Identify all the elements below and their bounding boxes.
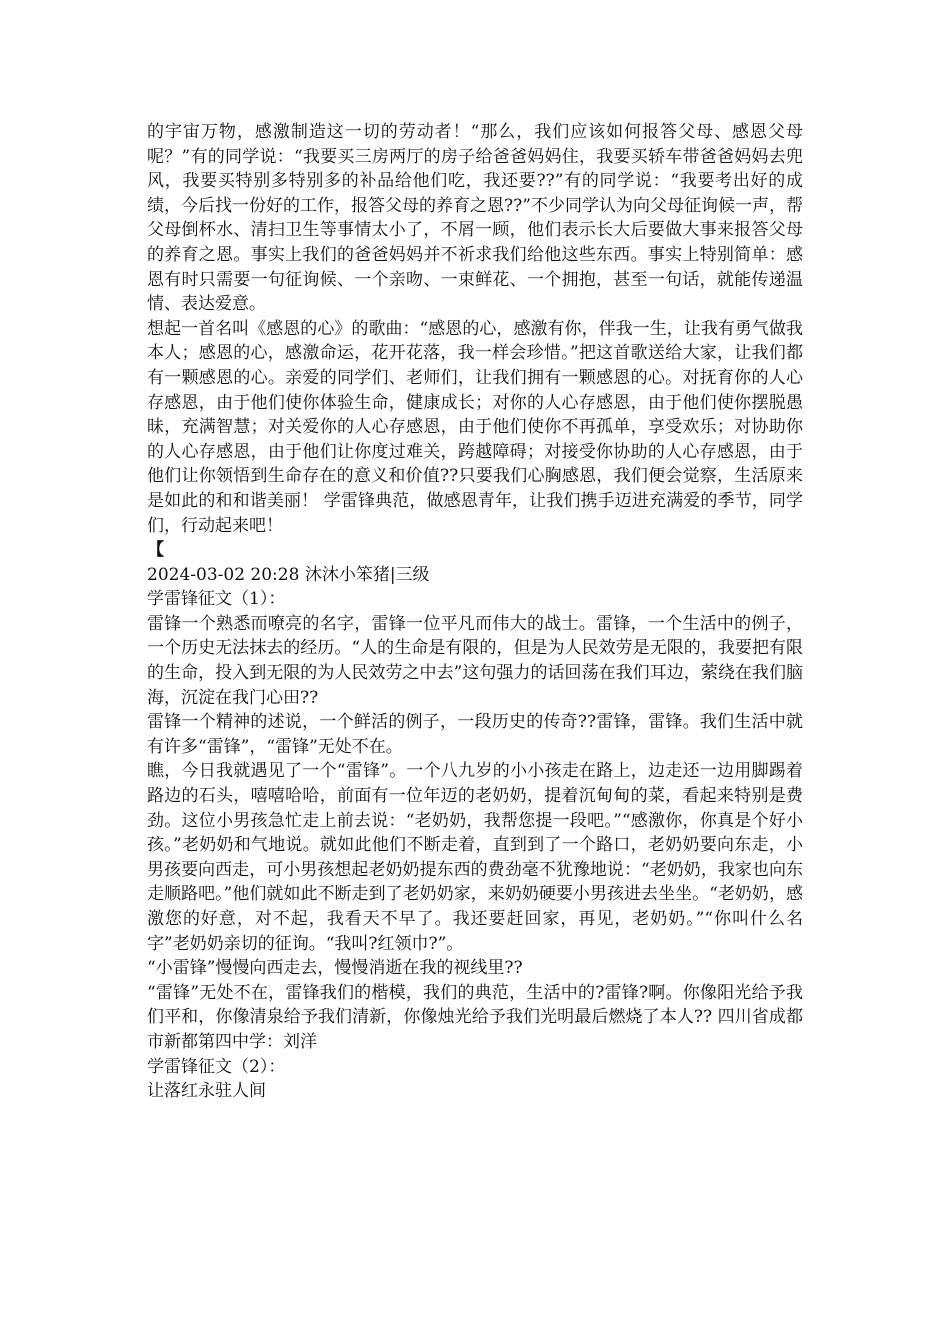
document-page (147, 120, 803, 1104)
paragraph-leifeng-spirit: 雷锋一个精神的述说，一个鲜活的例子，一段历史的传奇??雷锋，雷锋。我们生活中就有许多“雷锋”，“雷锋”无处不在。 (147, 712, 803, 757)
paragraph-little-leifeng: “小雷锋”慢慢向西走去，慢慢消逝在我的视线里?? (147, 958, 523, 979)
paragraph-leifeng-everywhere: “雷锋”无处不在，雷锋我们的楷模，我们的典范，生活中的?雷锋?啊。你像阳光给予我们平和，你像清泉给予我们清新，你像烛光给予我们光明最后燃烧了本人?? 四川省成都市新都第四中学：刘洋 (147, 982, 803, 1052)
essay-2-title: 让落红永驻人间 (147, 1081, 266, 1102)
paragraph-gratitude-parents: 的宇宙万物，感激制造这一切的劳动者！“那么，我们应该如何报答父母、感恩父母呢？”有的同学说：“我要买三房两厅的房子给爸爸妈妈住，我要买轿车带爸爸妈妈去兜风，我要买特别多特别多的补品给他们吃，我还要??”有的同学说：“我要考出好的成绩，今后找一份好的工作，报答父母的养育之恩??”不少同学认为向父母征询候一声，帮父母倒杯水、清扫卫生等事情太小了，不屑一顾，他们表示长大后要做大事来报答父母的养育之恩。事实上我们的爸爸妈妈并不祈求我们给他这些东西。事实上特别简单：感恩有时只需要一句征询候、一个亲吻、一束鲜花、一个拥抱，甚至一句话，就能传递温情、表达爱意。 (147, 122, 803, 315)
paragraph-leifeng-intro: 雷锋一个熟悉而嘹亮的名字，雷锋一位平凡而伟大的战士。雷锋，一个生活中的例子，一个历史无法抹去的经历。“人的生命是有限的，但是为人民效劳是无限的，我要把有限的生命，投入到无限的为人民效劳之中去”这句强力的话回荡在我们耳边，萦绕在我们脑海，沉淀在我门心田?? (147, 613, 803, 708)
essay-1-heading: 学雷锋征文（1）： (147, 589, 286, 610)
paragraph-grateful-heart-song: 想起一首名叫《感恩的心》的歌曲：“感恩的心，感激有你，伴我一生，让我有勇气做我本人；感恩的心，感激命运，花开花落，我一样会珍惜。”把这首歌送给大家，让我们都有一颗感恩的心。亲爱的同学们、老师们，让我们拥有一颗感恩的心。对抚育你的人心存感恩，由于他们使你体验生命，健康成长；对你的人心存感恩，由于他们使你摆脱愚昧，充满智慧；对关爱你的人心存感恩，由于他们使你不再孤单，享受欢乐；对协助你的人心存感恩，由于他们让你度过难关，跨越障碍；对接受你协助的人心存感恩，由于他们让你领悟到生命存在的意义和价值??只要我们心胸感恩，我们便会觉察，生活原来是如此的和和谐美丽！ 学雷锋典范，做感恩青年，让我们携手迈进充满爱的季节，同学们，行动起来吧！ (147, 318, 803, 536)
essay-2-heading: 学雷锋征文（2）： (147, 1056, 286, 1077)
paragraph-boy-helps-grandma: 瞧，今日我就遇见了一个“雷锋”。一个八九岁的小小孩走在路上，边走还一边用脚踢着路边的石头，嘻嘻哈哈，前面有一位年迈的老奶奶，提着沉甸甸的菜，看起来特别是费劲。这位小男孩急忙走上前去说：“老奶奶，我帮您提一段吧。”“感激你，你真是个好小孩。”老奶奶和气地说。就如此他们不断走着，直到到了一个路口，老奶奶要向东走，小男孩要向西走，可小男孩想起老奶奶提东西的费劲毫不犹豫地说：“老奶奶，我家也向东走顺路吧。”他们就如此不断走到了老奶奶家，来奶奶硬要小男孩进去坐坐。“老奶奶，感激您的好意，对不起，我看天不早了。我还要赶回家，再见，老奶奶。”“你叫什么名字”老奶奶亲切的征询。“我叫?红领巾?”。 (147, 761, 803, 954)
bracket-mark: 【 (147, 540, 164, 561)
post-meta-line: 2024-03-02 20:28 沐沐小笨猪|三级 (147, 564, 430, 585)
